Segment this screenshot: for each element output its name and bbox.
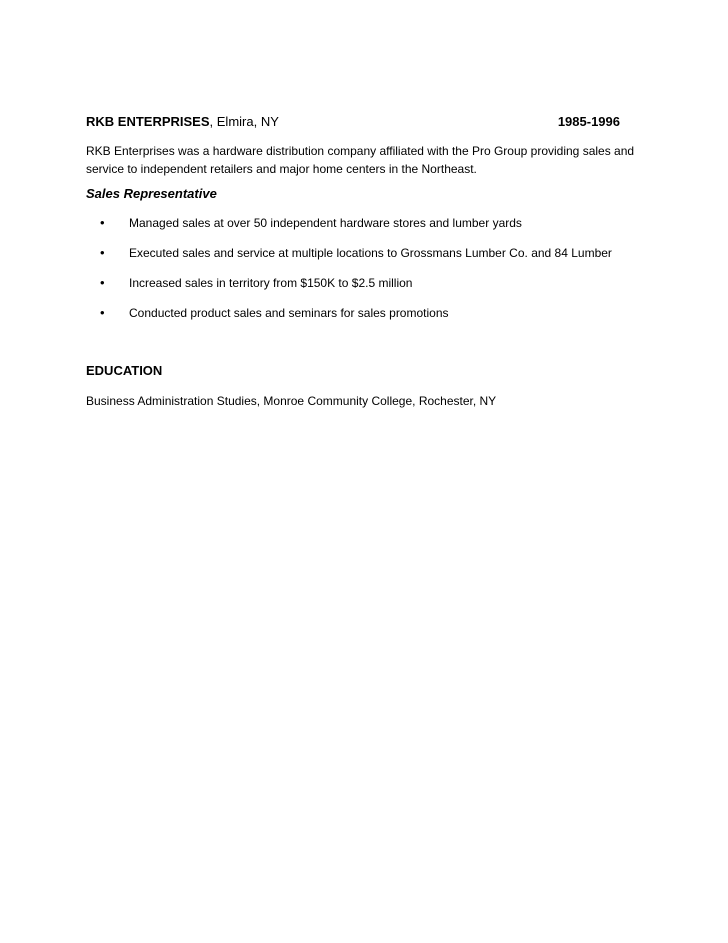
company-description: RKB Enterprises was a hardware distribution company affiliated with the Pro Group providing sales and service to independent retailers and major home centers in the Northeast. (86, 144, 635, 176)
list-item (0, 304, 728, 334)
company-location: , Elmira, NY (209, 114, 279, 129)
bullet-icon: • (100, 215, 105, 230)
bullet-text: Increased sales in territory from $150K to $2.5 million (129, 276, 413, 290)
list-item (0, 214, 728, 244)
job-dates: 1985-1996 (557, 114, 620, 129)
bullet-text: Conducted product sales and seminars for sales promotions (129, 306, 449, 320)
list-item (0, 244, 728, 274)
bullet-icon: • (100, 305, 105, 320)
job-header (86, 114, 620, 130)
job-bullet-list (0, 214, 728, 334)
company-name: RKB ENTERPRISES (86, 114, 210, 129)
bullet-icon: • (100, 245, 105, 260)
education-entry: Business Administration Studies, Monroe Community College, Rochester, NY (86, 394, 497, 408)
bullet-icon: • (100, 275, 105, 290)
list-item (0, 274, 728, 304)
education-heading: EDUCATION (86, 363, 163, 378)
bullet-text: Managed sales at over 50 independent hardware stores and lumber yards (129, 216, 522, 230)
bullet-text: Executed sales and service at multiple locations to Grossmans Lumber Co. and 84 Lumber (129, 246, 612, 260)
job-title: Sales Representative (86, 186, 217, 201)
